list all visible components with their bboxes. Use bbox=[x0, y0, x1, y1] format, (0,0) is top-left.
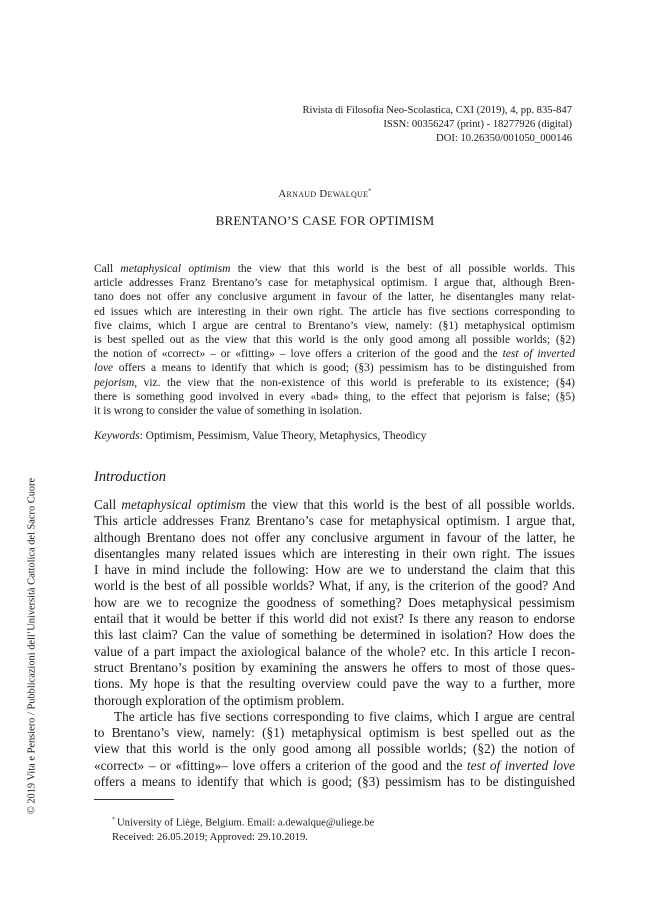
journal-issn: ISSN: 00356247 (print) - 18277926 (digital) bbox=[383, 119, 572, 130]
body-line: «correct» – or «fitting»– love offers a criterion of the good and the test of inverted love bbox=[94, 757, 575, 773]
abstract-line: ed issues which are interesting in their own right. The article has five sections corresponding to bbox=[94, 305, 575, 318]
body-line: view that this world is the only good among all possible worlds; (§2) the notion of bbox=[94, 741, 575, 757]
keywords bbox=[94, 430, 575, 442]
body-line: Call metaphysical optimism the view that this world is the best of all possible worlds. bbox=[94, 497, 575, 512]
author-footnote-marker: * bbox=[368, 188, 372, 195]
copyright-sidebar bbox=[26, 477, 37, 814]
body-line: value of a part impact the axiological balance of the whole? etc. In this article I recon- bbox=[94, 643, 575, 659]
body-line: The article has five sections corresponding to five claims, which I argue are central bbox=[114, 708, 575, 724]
abstract-line: is best spelled out as the view that this world is the only good among all possible worlds; (§2) bbox=[94, 334, 575, 347]
body-line: world is the best of all possible worlds? What, if any, is the criterion of the good? And bbox=[94, 578, 575, 594]
abstract-line: pejorism, viz. the view that the non-existence of this world is preferable to its existence; (§4) bbox=[94, 376, 575, 389]
body-line: I have in mind include the following: How are we to understand the claim that this bbox=[94, 562, 575, 578]
body-line: struct Brentano’s position by examining the answers he offers to most of those ques- bbox=[94, 659, 575, 675]
body-line: how are we to recognize the goodness of something? Does metaphysical pessimism bbox=[94, 594, 575, 610]
journal-citation: Rivista di Filosofia Neo-Scolastica, CXI (2019), 4, pp. 835-847 bbox=[302, 105, 572, 116]
copyright-text: © 2019 Vita e Pensiero / Pubblicazioni dell’Università Cattolica del Sacro Cuore bbox=[26, 477, 37, 814]
body-line: thorough exploration of the optimism problem. bbox=[94, 692, 345, 708]
article-title: BRENTANO’S CASE FOR OPTIMISM bbox=[215, 213, 435, 228]
section-heading: Introduction bbox=[94, 469, 166, 485]
abstract-line: five claims, which I argue are central to Brentano’s view, namely: (§1) metaphysical optimism bbox=[94, 319, 575, 332]
footnote bbox=[112, 813, 374, 845]
footnote-marker: * bbox=[112, 817, 115, 823]
footnote-dates: Received: 26.05.2019; Approved: 29.10.2019. bbox=[112, 831, 308, 843]
abstract-line: love offers a means to identify that which is good; (§3) pessimism has to be distinguished from bbox=[94, 362, 575, 375]
footnote-affiliation bbox=[112, 813, 374, 831]
body-text bbox=[94, 497, 575, 790]
author-name-line bbox=[0, 188, 650, 200]
abstract-line: tano does not offer any conclusive argument in favour of the latter, he disentangles many relat- bbox=[94, 291, 575, 304]
body-line: offers a means to identify that which is good; (§3) pessimism has to be distinguished bbox=[94, 774, 575, 790]
abstract-line: article addresses Franz Brentano’s case for metaphysical optimism. I argue that, although Bren- bbox=[94, 277, 575, 290]
footnote-affiliation-text: University of Liège, Belgium. Email: a.dewalque@uliege.be bbox=[117, 817, 375, 829]
journal-info bbox=[152, 104, 572, 146]
body-line: although Brentano does not offer any conclusive argument in favour of the latter, he bbox=[94, 529, 575, 545]
body-line: disentangles many related issues which are interesting in their own right. The issues bbox=[94, 545, 575, 561]
footnote-divider bbox=[94, 799, 174, 800]
abstract-line: the notion of «correct» – or «fitting» – love offers a criterion of the good and the test of inverted bbox=[94, 348, 576, 361]
body-line: entail that it would be better if this world did not exist? Is there any reason to endorse bbox=[94, 611, 575, 627]
abstract-line: Call metaphysical optimism the view that this world is the best of all possible worlds. This bbox=[94, 263, 575, 275]
abstract-line: there is something good involved in every «bad» thing, to the effect that pejorism is false; (§5) bbox=[94, 390, 575, 403]
body-line: tions. My hope is that the resulting overview could pave the way to a further, more bbox=[94, 676, 575, 692]
journal-doi: DOI: 10.26350/001050_000146 bbox=[436, 133, 572, 144]
keywords-label: Keywords bbox=[94, 430, 140, 442]
abstract bbox=[94, 262, 575, 418]
body-line: to Brentano’s view, namely: (§1) metaphysical optimism is best spelled out as the bbox=[94, 725, 575, 741]
keywords-list: : Optimism, Pessimism, Value Theory, Metaphysics, Theodicy bbox=[139, 430, 427, 442]
body-line: This article addresses Franz Brentano’s case for metaphysical optimism. I argue that, bbox=[94, 513, 575, 529]
abstract-line: it is wrong to consider the value of something in isolation. bbox=[94, 405, 362, 418]
body-line: this last claim? Can the value of something be determined in isolation? How does the bbox=[94, 627, 575, 643]
author-name: Arnaud Dewalque bbox=[278, 188, 369, 200]
